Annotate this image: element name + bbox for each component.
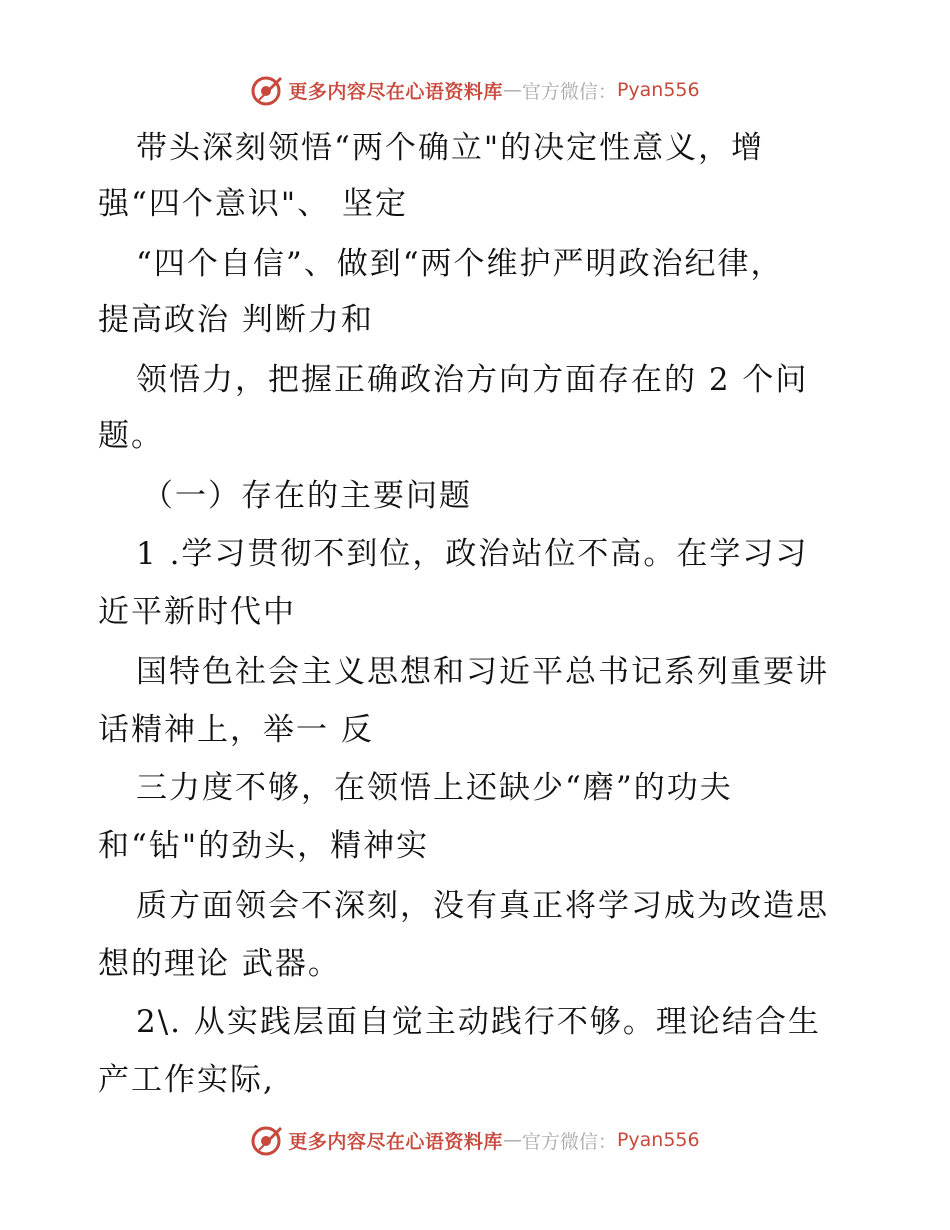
banner-separator: —	[502, 79, 522, 101]
body-line: 国特色社会主义思想和习近平总书记系列重要讲	[136, 654, 829, 690]
body-line: 想的理论 武器。	[98, 946, 341, 982]
banner	[250, 1123, 699, 1157]
banner-wechat-id: Pyan556	[616, 1129, 700, 1151]
body-line: 强“四个意识"、 坚定	[98, 186, 408, 222]
body-line: 产工作实际,	[98, 1062, 275, 1098]
banner-wechat-label: 官方微信：	[521, 80, 617, 103]
footer-banner	[0, 1120, 950, 1160]
body-line: 话精神上，举一 反	[98, 712, 374, 748]
banner-site-name: 更多内容尽在心语资料库	[288, 80, 503, 103]
pen-logo-icon	[250, 73, 284, 107]
header-banner	[0, 70, 950, 110]
body-line: “四个自信”、做到“两个维护严明政治纪律，	[136, 246, 784, 282]
body-line: 领悟力，把握正确政治方向方面存在的 2 个问	[136, 362, 809, 398]
banner-wechat-id: Pyan556	[616, 79, 700, 101]
banner-separator: —	[502, 1129, 522, 1151]
body-line: 三力度不够，在领悟上还缺少“磨”的功夫	[136, 770, 733, 806]
body-line: 题。	[98, 418, 164, 454]
body-line: 1 .学习贯彻不到位，政治站位不高。在学习习	[136, 536, 809, 572]
banner	[250, 73, 699, 107]
banner-wechat-label: 官方微信：	[521, 1130, 617, 1153]
body-line: 提高政治 判断力和	[98, 302, 374, 338]
body-line: 和“钻"的劲头，精神实	[98, 828, 430, 864]
banner-site-name: 更多内容尽在心语资料库	[288, 1130, 503, 1153]
pen-logo-icon	[250, 1123, 284, 1157]
body-line: 近平新时代中	[98, 594, 296, 630]
section-heading: （一）存在的主要问题	[142, 478, 472, 514]
body-line: 带头深刻领悟“两个确立"的决定性意义，增	[136, 130, 765, 166]
body-line: 2\. 从实践层面自觉主动践行不够。理论结合生	[136, 1004, 821, 1040]
body-line: 质方面领会不深刻，没有真正将学习成为改造思	[136, 888, 829, 924]
